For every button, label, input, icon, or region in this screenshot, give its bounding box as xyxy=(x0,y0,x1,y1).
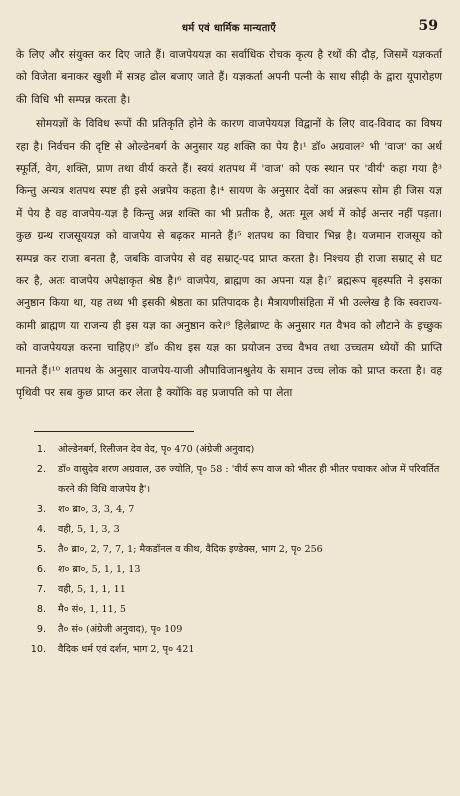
footnote-item xyxy=(16,520,442,540)
chapter-title: धर्म एवं धार्मिक मान्यताएँ xyxy=(181,23,277,34)
footnote-text: ओल्डेनबर्ग, रिलीजन देव वेद, पृ० 470 (अंग्रेजी अनुवाद) xyxy=(58,443,255,455)
footnote-number: 8. xyxy=(36,603,46,615)
footnote-number: 7. xyxy=(36,583,46,595)
footnote-item xyxy=(16,440,442,460)
footnote-number: 3. xyxy=(36,503,46,515)
footnote-text: वैदिक धर्म एवं दर्शन, भाग 2, पृ० 421 xyxy=(58,643,195,655)
footnote-item xyxy=(16,640,442,660)
footnote-item xyxy=(16,620,442,640)
body-text xyxy=(16,44,442,405)
footnote-text: श० ब्रा०, 3, 3, 4, 7 xyxy=(58,503,135,515)
footnote-item xyxy=(16,600,442,620)
footnotes-list xyxy=(16,440,442,660)
footnote-item xyxy=(16,540,442,560)
footnote-text: वही, 5, 1, 1, 11 xyxy=(58,583,126,595)
footnote-text: डॉ० वासुदेव शरण अग्रवाल, उरु ज्योति, पृ० 58 : 'वीर्य रूप वाज को भीतर ही भीतर पचाकर ओज में परिवर्तित करने की विधि वाजपेय है'। xyxy=(58,463,440,495)
footnote-text: तै० सं० (अंग्रेजी अनुवाद), पृ० 109 xyxy=(58,623,183,635)
footnote-item xyxy=(16,500,442,520)
footnote-number: 4. xyxy=(36,523,46,535)
footnote-item xyxy=(16,460,442,500)
footnote-number: 6. xyxy=(36,563,46,575)
footnote-number: 10. xyxy=(30,643,46,655)
footnote-text: तै० ब्रा०, 2, 7, 7, 1; मैकडॉनल व कीथ, वैदिक इण्डेक्स, भाग 2, पृ० 256 xyxy=(58,543,323,555)
running-head xyxy=(16,18,442,44)
footnote-number: 5. xyxy=(36,543,46,555)
footnote-text: वही, 5, 1, 3, 3 xyxy=(58,523,120,535)
paragraph: सोमयज्ञों के विविध रूपों की प्रतिकृति होने के कारण वाजपेययज्ञ विद्वानों के लिए वाद-विवाद का विषय रहा है। निर्वचन की दृष्टि से ओल्डेनबर्ग के अनुसार यह शक्ति का पेय है।¹ डॉ० अग्रवाल² भी 'वाज' का अर्थ स्फूर्ति, वेग, शक्ति, प्राण तथा वीर्य करते हैं। स्वयं शतपथ में 'वाज' को एक स्थान पर 'वीर्य' कहा गया है³ किन्तु अन्यत्र शतपथ स्पष्ट ही इसे अन्नपेय कहता है।⁴ सायण के अनुसार देवों का अन्नरूप सोम ही जिस यज्ञ में पेय है वह वाजपेय-यज्ञ है किन्तु अन्न शक्ति का भी प्रतीक है, अतः मूल अर्थ में कोई अन्तर नहीं पड़ता। कुछ ग्रन्थ राजसूययज्ञ को वाजपेय से बढ़कर मानते हैं।⁵ शतपथ का विचार भिन्न है। यजमान राजसूय को सम्पन्न कर राजा बनता है, जबकि वाजपेय से वह सम्राट्-पद प्राप्त करता है। निश्चय ही राजा सम्राट् से घट कर है, अतः वाजपेय अपेक्षाकृत श्रेष्ठ है।⁶ वाजपेय, ब्राह्मण का अपना यज्ञ है।⁷ ब्रह्मरूप बृहस्पति ने इसका अनुष्ठान किया था, यह तथ्य भी इसकी श्रेष्ठता का प्रतिपादक है। मैत्रायणीसंहिता में भी उल्लेख है कि स्वराज्य-कामी ब्राह्मण या राजन्य ही इस यज्ञ का अनुष्ठान करे।⁸ हिलेब्राण्ट के अनुसार गत वैभव को लौटाने के इच्छुक को वाजपेययज्ञ करना चाहिए।⁹ डॉ० कीथ इस यज्ञ का प्रयोजन उच्च वैभव तथा उच्चतम ध्येयों की प्राप्ति मानते हैं।¹⁰ शतपथ के अनुसार वाजपेय-याजी औपाविजानश्रुतेय के समान उच्च लोक को प्राप्त करता है। वह पृथिवी पर सब कुछ प्राप्त कर लेता है क्योंकि वह प्रजापति को पा लेता xyxy=(16,118,442,400)
footnote-item xyxy=(16,560,442,580)
footnote-text: मै० सं०, 1, 11, 5 xyxy=(58,603,126,615)
paragraph: के लिए और संयुक्त कर दिए जाते हैं। वाजपेययज्ञ का सर्वाधिक रोचक कृत्य है रथों की दौड़, जिसमें यज्ञकर्ता को विजेता बनाकर खुशी में सत्रह ढोल बजाए जाते हैं। यज्ञकर्ता अपनी पत्नी के साथ सीढ़ी के द्वारा यूपारोहण की विधि भी सम्पन्न करता है। xyxy=(16,49,442,106)
footnote-number: 9. xyxy=(36,623,46,635)
footnote-number: 2. xyxy=(36,463,46,475)
footnote-separator xyxy=(34,431,194,432)
footnote-item xyxy=(16,580,442,600)
footnote-text: श० ब्रा०, 5, 1, 1, 13 xyxy=(58,563,141,575)
page-number: 59 xyxy=(418,18,438,34)
footnote-number: 1. xyxy=(36,443,46,455)
